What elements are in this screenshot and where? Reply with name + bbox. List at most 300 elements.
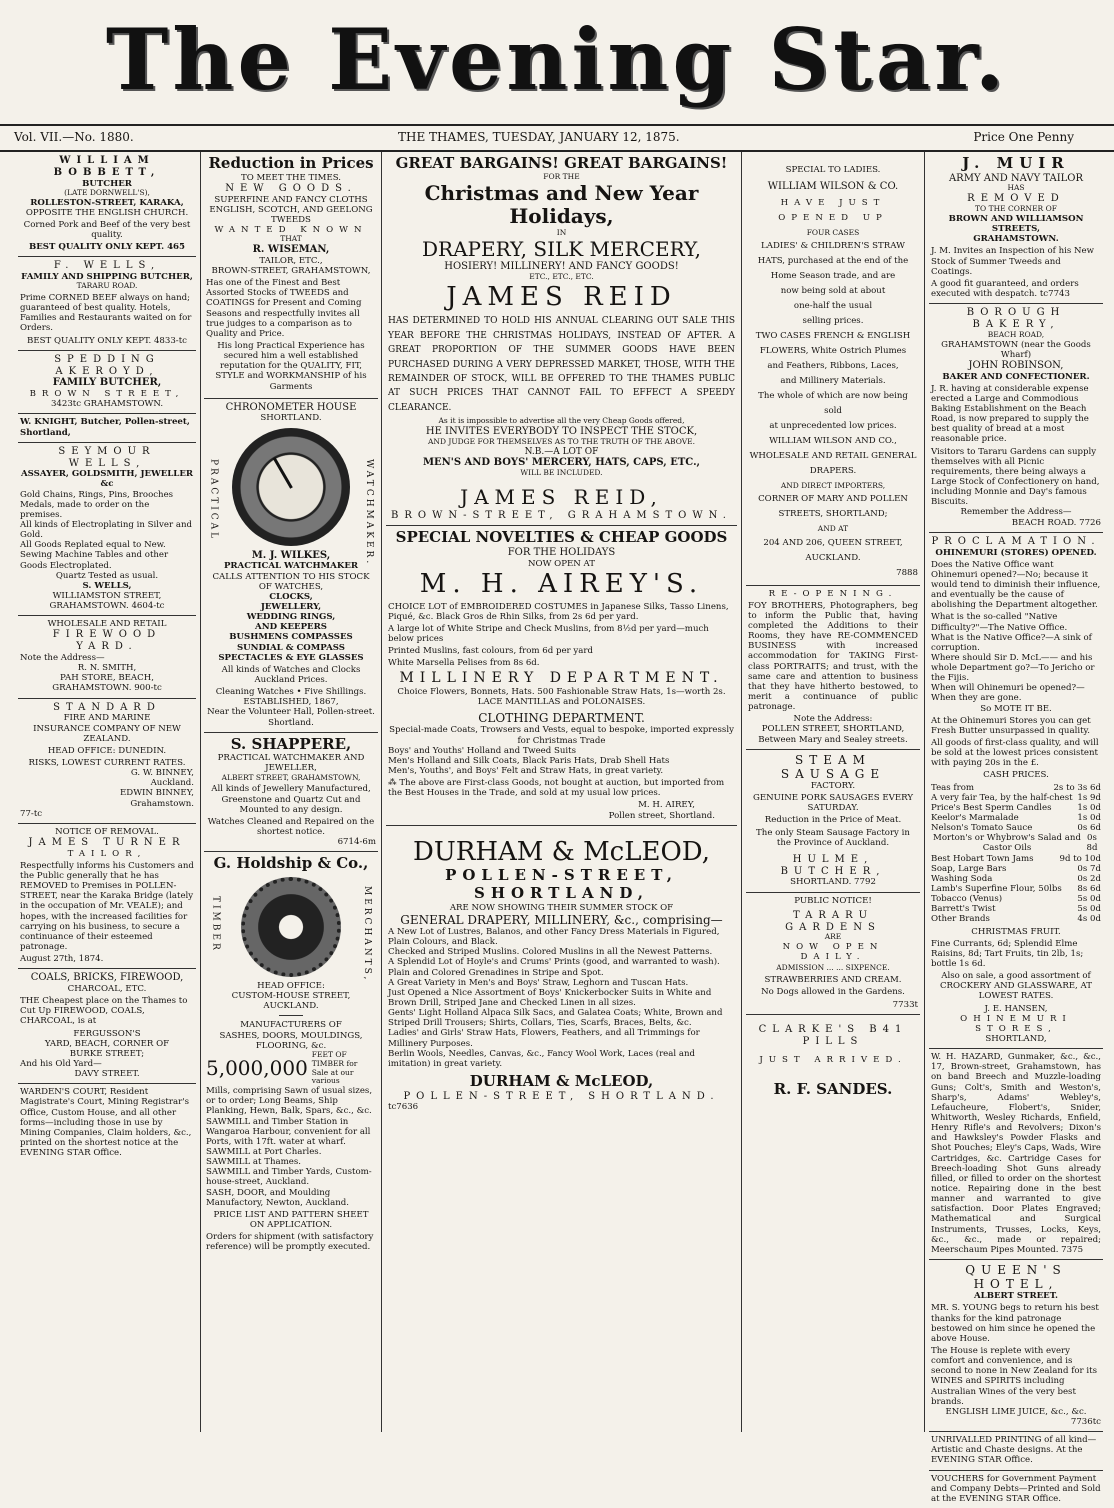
ad-muir-tailor bbox=[929, 152, 1103, 304]
ad-heading: CLARKE'S B41 PILLS bbox=[758, 1023, 908, 1047]
ad-akeroyd bbox=[18, 351, 196, 415]
ad-line: tc7636 bbox=[388, 1102, 419, 1113]
ad-line: BURKE STREET; bbox=[69, 1048, 145, 1059]
ad-text: Choice Flowers, Bonnets, Hats. 500 Fashionable Straw Hats, 1s—worth 2s. LACE MANTILLAS and POLONAISES. bbox=[397, 686, 726, 708]
ad-text: A Splendid Lot of Hoyle's and Crums' Prints (good, and warranted to wash). bbox=[388, 957, 720, 968]
price-item: Price's Best Sperm Candles bbox=[931, 802, 1052, 813]
ad-line: OHINEMURI (STORES) OPENED. bbox=[935, 547, 1097, 558]
ad-line: BROWN AND WILLIAMSON STREETS, bbox=[948, 213, 1084, 235]
ad-line: G. W. BINNEY, bbox=[130, 768, 194, 779]
ad-line: FERGUSSON'S bbox=[73, 1028, 141, 1039]
ad-line: HEAD OFFICE: bbox=[257, 980, 325, 991]
ad-line: 204 AND 206, QUEEN STREET, bbox=[763, 537, 903, 548]
ad-wells-butcher bbox=[18, 257, 196, 350]
price-item: Keelor's Marmalade bbox=[931, 813, 1019, 824]
ad-line: 6714-6m bbox=[337, 837, 376, 848]
ad-text: Also on sale, a good assortment of CROCKERY AND GLASSWARE, AT LOWEST RATES. bbox=[939, 971, 1092, 1002]
ad-line: MANUFACTURERS OF bbox=[240, 1020, 342, 1031]
ad-heading: J. MUIR bbox=[962, 154, 1070, 172]
ad-line: WEDDING RINGS, bbox=[246, 612, 336, 623]
price-row bbox=[931, 813, 1101, 823]
ad-line: now being sold at about bbox=[780, 285, 886, 296]
ad-line: SASHES, DOORS, MOULDINGS, FLOORING, &c. bbox=[219, 1030, 363, 1051]
price-value: 0s 6d bbox=[1077, 823, 1101, 834]
ad-line: 7733t bbox=[892, 999, 918, 1010]
ad-line: BEST QUALITY ONLY KEPT. 465 bbox=[28, 242, 186, 253]
ad-text: SASH, DOOR, and Moulding Manufactory, Newton, Auckland. bbox=[206, 1187, 350, 1208]
column-rule bbox=[924, 152, 925, 1432]
ad-text: What is the so-called "Native Difficulty?"—The Native Office. bbox=[931, 612, 1068, 633]
ad-text: At the Ohinemuri Stores you can get Fresh Butter unsurpassed in quality. bbox=[931, 715, 1091, 736]
ad-line: IN bbox=[556, 227, 567, 237]
ad-line: AND JUDGE FOR THEMSELVES AS TO THE TRUTH OF THE ABOVE. bbox=[427, 436, 696, 446]
ad-heading: M. J. WILKES, bbox=[251, 549, 331, 561]
ad-heading: SEYMOUR WELLS, bbox=[58, 445, 156, 469]
ad-borough-bakery bbox=[929, 304, 1103, 533]
ad-line: CORNER OF MARY AND POLLEN bbox=[758, 494, 908, 505]
price-item: Soap, Large Bars bbox=[931, 863, 1007, 874]
price-item: Washing Soda bbox=[931, 873, 993, 884]
column-1 bbox=[18, 152, 196, 1435]
ad-line: ARMY AND NAVY TAILOR bbox=[948, 172, 1084, 184]
ad-line: The whole of which are now being sold bbox=[758, 391, 908, 417]
ad-holdship bbox=[204, 852, 378, 1256]
price-item: Morton's or Whybrow's Salad and Castor Oils bbox=[933, 833, 1081, 854]
ad-text: Printed Muslins, fast colours, from 6d per yard bbox=[388, 646, 593, 657]
ad-heading: R. WISEMAN, bbox=[252, 244, 330, 256]
ad-heading: BOROUGH BAKERY, bbox=[966, 307, 1066, 330]
ad-line: R. N. SMITH, bbox=[77, 663, 137, 674]
ad-line: FAMILY BUTCHER, bbox=[52, 377, 162, 389]
ad-text: SAWMILL at Thames. bbox=[206, 1157, 301, 1168]
price-value: 5s 0d bbox=[1077, 894, 1101, 905]
price-item: Lamb's Superfine Flour, 50lbs bbox=[931, 884, 1062, 895]
newspaper-title: The Evening Star. bbox=[105, 10, 1009, 109]
ad-line: FOR THE HOLIDAYS bbox=[507, 547, 616, 559]
ad-heading: S. SHAPPERE, bbox=[230, 734, 352, 753]
price-value: 1s 0d bbox=[1077, 802, 1101, 813]
ad-heading: PROCLAMATION. bbox=[931, 535, 1101, 547]
ad-line: WHOLESALE AND RETAIL bbox=[47, 619, 167, 630]
ad-line: PAH STORE, BEACH, bbox=[60, 673, 154, 684]
price-value: 1s 9d bbox=[1077, 792, 1101, 803]
ad-line: GENERAL DRAPERY, MILLINERY, &c., comprising— bbox=[400, 912, 723, 927]
ad-line: BROWN-STREET, GRAHAMSTOWN, bbox=[211, 265, 371, 276]
ad-text: WARDEN'S COURT, Resident Magistrate's Court, Mining Registrar's Office, Custom House, and all other forms—including those in use by Mining Companies, Claim holders, &c., printed on the shortest notice at the EVENING STAR Office. bbox=[20, 1087, 192, 1159]
ad-heading: WILLIAM BOBBETT, bbox=[53, 155, 161, 178]
masthead bbox=[0, 0, 1114, 120]
ad-heading: NEW GOODS. bbox=[225, 182, 357, 194]
ad-william-wilson bbox=[746, 152, 920, 586]
price-row bbox=[931, 904, 1101, 914]
ad-heading: COALS, BRICKS, FIREWOOD, bbox=[30, 972, 184, 984]
ad-text: HAS DETERMINED TO HOLD HIS ANNUAL CLEARING OUT SALE THIS YEAR BEFORE THE CHRISTMAS HOLIDAYS, INSTEAD OF AFTER. A GREAT PROPORTION OF THE SUMMER GOODS HAVE BEEN PURCHASED DURING A VERY DEPRESSED MARKET, THOSE, WITH THE REMAINDER OF STOCK, WILL BE OFFERED TO THE THAMES PUBLIC AT SUCH PRICES THAT CANNOT FAIL TO EFFECT A SPEEDY CLEARANCE. bbox=[388, 316, 735, 413]
ad-line: WHOLESALE AND RETAIL GENERAL bbox=[749, 451, 917, 462]
ad-clarkes-pills bbox=[746, 1015, 920, 1103]
ad-line: Grahamstown. bbox=[130, 798, 194, 809]
ad-line: TO THE CORNER OF bbox=[975, 204, 1057, 214]
cash-price-list bbox=[931, 783, 1101, 925]
ad-line: SPECTACLES & EYE GLASSES bbox=[218, 652, 364, 663]
ad-text: SAWMILL and Timber Station in Wangaroa Harbour, convenient for all Ports, with 17ft. water at wharf. bbox=[206, 1116, 371, 1147]
ad-hazard-gunmaker bbox=[929, 1049, 1103, 1260]
ad-line: WILLIAM WILSON AND CO., bbox=[769, 436, 897, 447]
price-row bbox=[931, 894, 1101, 904]
ad-heading: G. Holdship & Co., bbox=[213, 854, 369, 873]
ad-vertical-label: PRACTICAL bbox=[208, 458, 219, 541]
ad-james-reid bbox=[386, 152, 737, 526]
ad-line: OHINEMURI STORES, bbox=[960, 1013, 1072, 1034]
price-item: Teas from bbox=[931, 782, 975, 793]
price-value: 0s 8d bbox=[1086, 833, 1098, 854]
ad-seymour-wells bbox=[18, 443, 196, 617]
dateline bbox=[0, 124, 1114, 152]
ad-line: HAVE JUST OPENED UP bbox=[778, 197, 888, 223]
ad-heading: R. F. SANDES. bbox=[773, 1080, 893, 1099]
ad-line: PRACTICAL WATCHMAKER bbox=[223, 561, 359, 572]
ad-text: What is the Native Office?—A sink of corruption. bbox=[931, 632, 1092, 653]
ad-line: HOSIERY! MILLINERY! AND FANCY GOODS! bbox=[444, 261, 679, 273]
price-row bbox=[931, 783, 1101, 793]
ad-text: MR. S. YOUNG begs to return his best thanks for the kind patronage bestowed on him since he opened the above House. bbox=[931, 1303, 1099, 1344]
ad-line: BUTCHER bbox=[82, 178, 132, 189]
issue-date: THE THAMES, TUESDAY, JANUARY 12, 1875. bbox=[398, 130, 680, 144]
ad-text: Visitors to Tararu Gardens can supply themselves with all Picnic requirements, there being always a Large Stock of Confectionery on hand, including Monnie and Day's famous Biscuits. bbox=[931, 446, 1100, 508]
ad-line: AND KEEPERS bbox=[255, 622, 327, 633]
ad-text: When will Ohinemuri be opened?—When they are gone. bbox=[931, 683, 1085, 704]
ad-line: Home Season trade, and are bbox=[770, 270, 896, 281]
ad-line: and Feathers, Ribbons, Laces, bbox=[767, 360, 899, 371]
ad-text: Men's Holland and Silk Coats, Black Paris Hats, Drab Shell Hats bbox=[388, 755, 670, 766]
ad-heading: GREAT BARGAINS! GREAT BARGAINS! bbox=[395, 154, 728, 172]
ad-line: Remember the Address— bbox=[960, 507, 1072, 518]
ad-heading: JAMES TURNER bbox=[28, 836, 186, 848]
ad-heading: REMOVED bbox=[967, 193, 1065, 205]
ad-line: M. H. AIREY, bbox=[638, 800, 695, 811]
column-2 bbox=[204, 152, 378, 1435]
ad-line: FIRE AND MARINE bbox=[63, 713, 151, 724]
ad-line: YARD, BEACH, CORNER OF bbox=[44, 1038, 170, 1049]
ad-text: Gold Chains, Rings, Pins, Brooches Medals, made to order on the premises. bbox=[20, 489, 174, 520]
ad-vouchers bbox=[929, 1471, 1103, 1508]
ad-text: Just Opened a Nice Assortment of Boys' Knickerbocker Suits in White and Brown Drill, Striped Jane and Checked Linen in all sizes. bbox=[388, 987, 712, 1009]
ad-line: ADMISSION ... ... SIXPENCE. bbox=[776, 963, 890, 973]
ad-line: Note the Address: bbox=[793, 714, 873, 725]
ad-line: ARE bbox=[824, 932, 842, 942]
ad-line: J. E. HANSEN, bbox=[984, 1003, 1048, 1014]
ad-line: 7736tc bbox=[1070, 1416, 1101, 1427]
ad-line: GRAHAMSTOWN. 900-tc bbox=[52, 683, 162, 694]
ad-line: FLOWERS, White Ostrich Plumes bbox=[759, 345, 907, 356]
ad-line: ARE NOW SHOWING THEIR SUMMER STOCK OF bbox=[449, 902, 674, 913]
ad-heading: CHRISTMAS FRUIT. bbox=[971, 926, 1061, 937]
ad-text: The only Steam Sausage Factory in the Province of Auckland. bbox=[756, 827, 910, 848]
ad-text: Prime CORNED BEEF always on hand; guaranteed of best quality. Hotels, Families and Restaurants waited on for Orders. bbox=[20, 293, 192, 334]
ad-line: CALLS ATTENTION TO HIS STOCK OF WATCHES, bbox=[212, 571, 370, 592]
ad-heading: 5,000,000 bbox=[206, 1055, 308, 1080]
ad-heading: SPECIAL TO LADIES. bbox=[785, 165, 881, 175]
column-rule bbox=[381, 152, 382, 1432]
divider bbox=[279, 1015, 303, 1016]
ad-line: As it is impossible to advertise all the very Cheap Goods offered, bbox=[438, 416, 685, 426]
ad-line: SHORTLAND. bbox=[260, 413, 322, 424]
ad-durham-mcleod bbox=[386, 826, 737, 1117]
ad-text: Gents' Light Holland Alpaca Silk Sacs, and Galatea Coats; White, Brown and Striped Drill Trousers; Shirts, Collars, Ties, Scarfs, Braces, Belts, &c. bbox=[388, 1008, 723, 1029]
ad-heading: CHRONOMETER HOUSE bbox=[225, 401, 357, 413]
ad-text: CHOICE LOT of EMBROIDERED COSTUMES in Japanese Silks, Tasso Linens, Piqué, &c. Black Gros de Rhin Silks, from 2s 6d per yard. bbox=[388, 601, 729, 622]
price-row bbox=[931, 793, 1101, 803]
ad-line: BROWN-STREET, GRAHAMSTOWN. bbox=[391, 509, 732, 521]
ad-line: JEWELLERY, bbox=[260, 601, 322, 612]
ad-queens-hotel bbox=[929, 1260, 1103, 1432]
ad-text: A good fit guaranteed, and orders executed with despatch. tc7743 bbox=[931, 278, 1079, 299]
ad-text: Does the Native Office want Ohinemuri opened?—No; because it would tend to diminish their influence, and eventually be the cause of abolishing the Department altogether. bbox=[931, 559, 1101, 611]
ad-text: W. H. HAZARD, Gunmaker, &c., &c., 17, Brown-street, Grahamstown, has on band Breech and Muzzle-loading Guns; Colt's, Smith and Weston's, Sharp's, Adams' Webley's, Lefaucheure, Flobert's, Snider, Whitworth, Wesley Richards, Enfield, Henry Rifle's and Revolvers; Dixon's and Hawksley's Powder Flasks and Shot Pouches; Eley's Caps, Wads, Wire Cartridges, &c. Cartridge Cases for Breech-loading Shot Guns already filled, or filled to order on the shortest notice. Repairing done in the best manner and warranted to give satisfaction. Door Plates Engraved; Mathematical and Surgical Instruments, Trusses, Locks, Keys, &c., &c., made or repaired; Meerschaum Pipes Mounted. 7375 bbox=[931, 1052, 1101, 1255]
ad-line: (LATE DORNWELL'S), bbox=[64, 187, 150, 197]
ad-line: TO MEET THE TIMES. bbox=[240, 172, 342, 183]
ad-heading: Christmas and New Year Holidays, bbox=[424, 180, 699, 229]
ad-text: J. M. Invites an Inspection of his New Stock of Summer Tweeds and Coatings. bbox=[931, 246, 1094, 277]
ad-bobbett bbox=[18, 152, 196, 257]
clock-illustration bbox=[232, 428, 350, 546]
ad-text: Respectfully informs his Customers and the Public generally that he has REMOVED to Premises in POLLEN-STREET, near the Karaka Bridge (lately in the occupation of Mr. VEALE); and hopes, with the increased facilities for carrying on his business, to secure a continuance of their esteemed patronage. bbox=[20, 860, 194, 952]
column-rule bbox=[741, 152, 742, 1432]
price-item: A very fair Tea, by the half-chest bbox=[931, 792, 1073, 803]
ad-knight bbox=[18, 414, 196, 442]
ad-james-turner bbox=[18, 824, 196, 969]
ad-vertical-label: MERCHANTS, bbox=[362, 886, 372, 983]
ad-line: PRICE LIST AND PATTERN SHEET ON APPLICATION. bbox=[213, 1209, 369, 1231]
ad-line: INSURANCE COMPANY OF NEW ZEALAND. bbox=[33, 723, 181, 744]
ad-text: UNRIVALLED PRINTING of all kind—Artistic and Chaste designs. At the EVENING STAR Office. bbox=[931, 1435, 1097, 1466]
ad-text: Mills, comprising Sawn of usual sizes, or to order; Long Beams, Ship Planking, Hewn, Balk, Spars, &c., &c. bbox=[206, 1086, 373, 1117]
ad-line: DAVY STREET. bbox=[74, 1069, 140, 1080]
ad-text: White Marsella Pelises from 8s 6d. bbox=[388, 658, 540, 669]
ad-line: ASSAYER, GOLDSMITH, JEWELLER &c bbox=[20, 469, 194, 490]
ad-heading: JOHN ROBINSON, bbox=[968, 359, 1064, 371]
ad-line: CLOCKS, bbox=[269, 591, 313, 602]
ad-heading: RE-OPENING. bbox=[768, 588, 898, 599]
ad-line: BUSHMENS COMPASSES bbox=[229, 632, 353, 643]
ad-line: THAT bbox=[280, 234, 302, 244]
ad-text: THE Cheapest place on the Thames to Cut Up FIREWOOD, COALS, CHARCOAL, is at bbox=[20, 996, 188, 1027]
ad-line: at unprecedented low prices. bbox=[769, 421, 897, 432]
ad-wiseman bbox=[204, 152, 378, 399]
ad-heading: F. WELLS, bbox=[53, 260, 161, 272]
ad-line: So MOTE IT BE. bbox=[980, 703, 1052, 714]
ad-line: FACTORY. bbox=[810, 781, 856, 792]
ad-text: Berlin Wools, Needles, Canvas, &c., Fancy Wool Work, Laces (real and imitation) in great variety. bbox=[388, 1048, 696, 1069]
ad-text: A New Lot of Lustres, Balanos, and other Fancy Dress Materials in Figured, Plain Colours, and Black. bbox=[388, 927, 720, 948]
ad-firewood-yard bbox=[18, 616, 196, 698]
ad-line: HEAD OFFICE: DUNEDIN. bbox=[47, 745, 167, 756]
ad-steam-sausage bbox=[746, 750, 920, 893]
ad-line: GRAHAMSTOWN. bbox=[973, 234, 1059, 245]
ad-line: 77-tc bbox=[20, 808, 43, 819]
price-value: 9d to 10d bbox=[1059, 853, 1101, 864]
ad-text: Men's, Youths', and Boys' Felt and Straw Hats, in great variety. bbox=[388, 765, 664, 776]
ad-heading: STEAM SAUSAGE bbox=[780, 752, 886, 781]
ad-line: DRAPERS. bbox=[809, 466, 857, 477]
ad-vertical-label: TIMBER bbox=[210, 896, 221, 954]
ad-text: Ladies' and Girls' Straw Hats, Flowers, Feathers, and all Trimmings for Millinery Purposes. bbox=[388, 1028, 700, 1049]
price-value: 1s 0d bbox=[1077, 813, 1101, 824]
ad-line: RISKS, LOWEST CURRENT RATES. bbox=[28, 757, 186, 768]
ad-line: STREETS, SHORTLAND; bbox=[778, 509, 888, 520]
ad-line: FOR THE bbox=[543, 171, 580, 181]
ad-line: FEET OF TIMBER for Sale at our various bbox=[311, 1049, 358, 1086]
ad-standard-insurance bbox=[18, 699, 196, 824]
column-5 bbox=[929, 152, 1103, 1504]
ad-line: BEACH ROAD, bbox=[987, 329, 1045, 339]
column-4 bbox=[746, 152, 920, 1435]
ad-line: TAILOR, bbox=[67, 848, 147, 859]
ad-line: Near the Volunteer Hall, Pollen-street. Shortland. bbox=[207, 707, 375, 728]
ad-text: Plain and Colored Grenadines in Stripe and Spot. bbox=[388, 967, 604, 978]
price-row bbox=[931, 854, 1101, 864]
ad-line: Reduction in the Price of Meat. bbox=[764, 815, 902, 826]
ad-text: VOUCHERS for Government Payment and Company Debts—Printed and Sold at the EVENING STAR Office. bbox=[931, 1473, 1101, 1504]
ad-line: GRAHAMSTOWN. 4604-tc bbox=[49, 601, 165, 612]
ad-text: All goods of first-class quality, and will be sold at the lowest prices consistent with paying 20s in the £. bbox=[931, 738, 1099, 769]
ad-line: ENGLISH LIME JUICE, &c., &c. bbox=[945, 1406, 1087, 1417]
ad-line: ETC., ETC., ETC. bbox=[529, 271, 594, 281]
ad-line: Auckland. bbox=[150, 778, 194, 789]
ad-line: AUCKLAND. bbox=[805, 552, 861, 563]
ad-text: Watches Cleaned and Repaired on the shortest notice. bbox=[207, 816, 375, 838]
ad-text: Checked and Striped Muslins. Colored Muslins in all the Newest Patterns. bbox=[388, 947, 713, 958]
ad-line: CUSTOM-HOUSE STREET, AUCKLAND. bbox=[231, 991, 351, 1012]
volume-number: Vol. VII.—No. 1880. bbox=[14, 130, 134, 144]
price-row bbox=[931, 884, 1101, 894]
ad-text: FOY BROTHERS, Photographers, beg to inform the Public that, having completed the Additions to their Rooms, they have RE-COMMENCED BUSINESS with increased accommodation for TAKING First-class PORTRAITS; and trust, with the same care and attention to business that they have hitherto bestowed, to merit a continuance of public patronage. bbox=[748, 600, 918, 713]
price-value: 0s 7d bbox=[1077, 863, 1101, 874]
ad-line: CHARCOAL, ETC. bbox=[67, 984, 147, 995]
ad-heading: MILLINERY DEPARTMENT. bbox=[399, 670, 724, 687]
ad-text: A large lot of White Stripe and Check Muslins, from 8½d per yard—much below prices bbox=[388, 623, 709, 645]
ad-text: Corned Pork and Beef of the very best quality. bbox=[23, 219, 191, 240]
price: Price One Penny bbox=[973, 130, 1074, 144]
price-item: Tobacco (Venus) bbox=[931, 894, 1003, 905]
ad-line: Between Mary and Sealey streets. bbox=[758, 734, 908, 745]
ad-line: PRACTICAL WATCHMAKER AND JEWELLER, bbox=[217, 753, 365, 774]
price-row bbox=[931, 864, 1101, 874]
ad-heading: FIREWOOD YARD. bbox=[52, 629, 162, 653]
ad-line: SUPERFINE AND FANCY CLOTHS bbox=[214, 194, 368, 205]
ad-heading: DRAPERY, SILK MERCERY, bbox=[421, 236, 702, 261]
ad-heading: CLOTHING DEPARTMENT. bbox=[478, 711, 645, 726]
ad-line: Cleaning Watches • Five Shillings. bbox=[215, 687, 367, 698]
price-row bbox=[931, 874, 1101, 884]
ad-line: S. WELLS, bbox=[82, 580, 132, 591]
ad-line: 3423tc GRAHAMSTOWN. bbox=[50, 399, 164, 410]
ad-line: BEACH ROAD. 7726 bbox=[1011, 517, 1101, 528]
price-value: 0s 2d bbox=[1077, 873, 1101, 884]
ad-line: POLLEN-STREET, SHORTLAND. bbox=[403, 1090, 720, 1102]
ad-line: HAS bbox=[1007, 183, 1025, 193]
ad-line: SHORTLAND. 7792 bbox=[790, 877, 876, 888]
ad-line: TAILOR, ETC., bbox=[259, 255, 323, 266]
ad-line: JUST ARRIVED. bbox=[759, 1055, 907, 1066]
ad-vertical-label: WATCHMAKER. bbox=[364, 458, 374, 566]
price-value: 8s 6d bbox=[1077, 884, 1101, 895]
ad-heading: SPEDDING AKEROYD, bbox=[54, 353, 160, 377]
column-3 bbox=[386, 152, 737, 1435]
ad-line: All kinds of Watches and Clocks Auckland Prices. bbox=[221, 664, 361, 685]
ad-heading: JAMES REID bbox=[446, 281, 677, 312]
ad-line: BEST QUALITY ONLY KEPT. 4833-tc bbox=[27, 335, 187, 346]
ad-text: Where should Sir D. McL—— and his whole Department go?—To Jericho or the Fijis. bbox=[931, 652, 1095, 684]
ad-line: NOTICE OF REMOVAL. bbox=[55, 826, 159, 837]
ad-text: Special-made Coats, Trowsers and Vests, equal to bespoke, imported expressly for Christmas Trade bbox=[389, 725, 734, 746]
ad-line: ENGLISH, SCOTCH, AND GEELONG TWEEDS bbox=[209, 204, 373, 225]
ad-heading: STANDARD bbox=[53, 701, 161, 713]
ad-text: W. KNIGHT, Butcher, Pollen-street, Shortland, bbox=[20, 417, 190, 438]
ad-line: HATS, purchased at the end of the bbox=[757, 255, 909, 266]
price-item: Nelson's Tomato Sauce bbox=[931, 823, 1033, 834]
price-row bbox=[931, 803, 1101, 813]
ad-line: LADIES' & CHILDREN'S STRAW bbox=[761, 240, 905, 251]
ad-line: ROLLESTON-STREET, KARAKA, bbox=[30, 197, 184, 208]
ad-line: NOW OPEN DAILY. bbox=[782, 942, 884, 963]
ad-line: SHORTLAND, bbox=[985, 1033, 1047, 1044]
ad-heading: M. H. AIREY'S. bbox=[419, 568, 704, 599]
ad-unrivalled-printing bbox=[929, 1432, 1103, 1470]
ad-text: All kinds of Jewellery Manufactured, Greenstone and Quartz Cut and Mounted to any design. bbox=[211, 784, 371, 815]
ad-text: SAWMILL at Port Charles. bbox=[206, 1147, 322, 1158]
ad-text: Orders for shipment (with satisfactory reference) will be promptly executed. bbox=[206, 1232, 374, 1253]
ad-line: BAKER AND CONFECTIONER. bbox=[942, 371, 1090, 382]
ad-line: GENUINE PORK SAUSAGES EVERY SATURDAY. bbox=[752, 793, 914, 814]
ad-line: August 27th, 1874. bbox=[20, 954, 104, 965]
ad-line: GRAHAMSTOWN (near the Goods Wharf) bbox=[941, 339, 1091, 360]
ad-line: Note the Address— bbox=[20, 653, 105, 664]
ad-proclamation bbox=[929, 533, 1103, 1049]
ad-heading: DURHAM & McLEOD, bbox=[469, 1072, 654, 1090]
ad-line: N.B.—A LOT OF bbox=[524, 446, 599, 457]
ad-line: NOW OPEN AT bbox=[528, 558, 595, 569]
price-value: 5s 0d bbox=[1077, 904, 1101, 915]
ad-line: FOUR CASES bbox=[806, 227, 860, 237]
ad-line: 7888 bbox=[896, 567, 918, 578]
ad-text: A Great Variety in Men's and Boys' Straw, Leghorn and Tuscan Hats. bbox=[388, 977, 689, 988]
ad-line: AND DIRECT IMPORTERS, bbox=[780, 481, 886, 491]
ad-line: TWO CASES FRENCH & ENGLISH bbox=[755, 330, 911, 341]
ad-text: His long Practical Experience has secured him a well established reputation for the QUALITY, FIT, STYLE and WORKMANSHIP of his Garments bbox=[215, 340, 367, 392]
ad-line: EDWIN BINNEY, bbox=[120, 788, 194, 799]
ad-shappere bbox=[204, 733, 378, 853]
ad-line: POLLEN STREET, SHORTLAND, bbox=[761, 724, 905, 735]
ad-text: All kinds of Electroplating in Silver and Gold. bbox=[20, 520, 192, 541]
ad-wardens-court bbox=[18, 1084, 196, 1162]
ad-wilkes bbox=[204, 399, 378, 733]
ad-heading: HULME, BUTCHER, bbox=[780, 853, 886, 877]
ad-heading: TARARU GARDENS bbox=[785, 909, 881, 933]
price-row bbox=[931, 833, 1101, 853]
ad-line: WILLIAMSTON STREET, bbox=[52, 591, 162, 601]
ad-heading: JAMES REID, bbox=[460, 484, 663, 509]
ad-fergusson-coals bbox=[18, 969, 196, 1084]
ad-heading: WILLIAM WILSON & CO. bbox=[767, 181, 899, 193]
ad-text: J. R. having at considerable expense erected a Large and Commodious Baking Establishment on the Beach Road, is now prepared to supply the best quality of bread at a most reasonable price. bbox=[931, 383, 1089, 445]
price-item: Barrett's Twist bbox=[931, 904, 996, 915]
price-row bbox=[931, 823, 1101, 833]
ad-heading: DURHAM & McLEOD, bbox=[412, 836, 710, 867]
ad-line: WILL BE INCLUDED. bbox=[520, 468, 603, 478]
price-item: Best Hobart Town Jams bbox=[931, 853, 1034, 864]
ad-line: No Dogs allowed in the Gardens. bbox=[761, 987, 905, 998]
ad-text: Has one of the Finest and Best Assorted Stocks of TWEEDS and COATINGS for Present and Coming Seasons and respectfully invites all true judges to a comparison as to Quality and Price. bbox=[206, 278, 362, 339]
